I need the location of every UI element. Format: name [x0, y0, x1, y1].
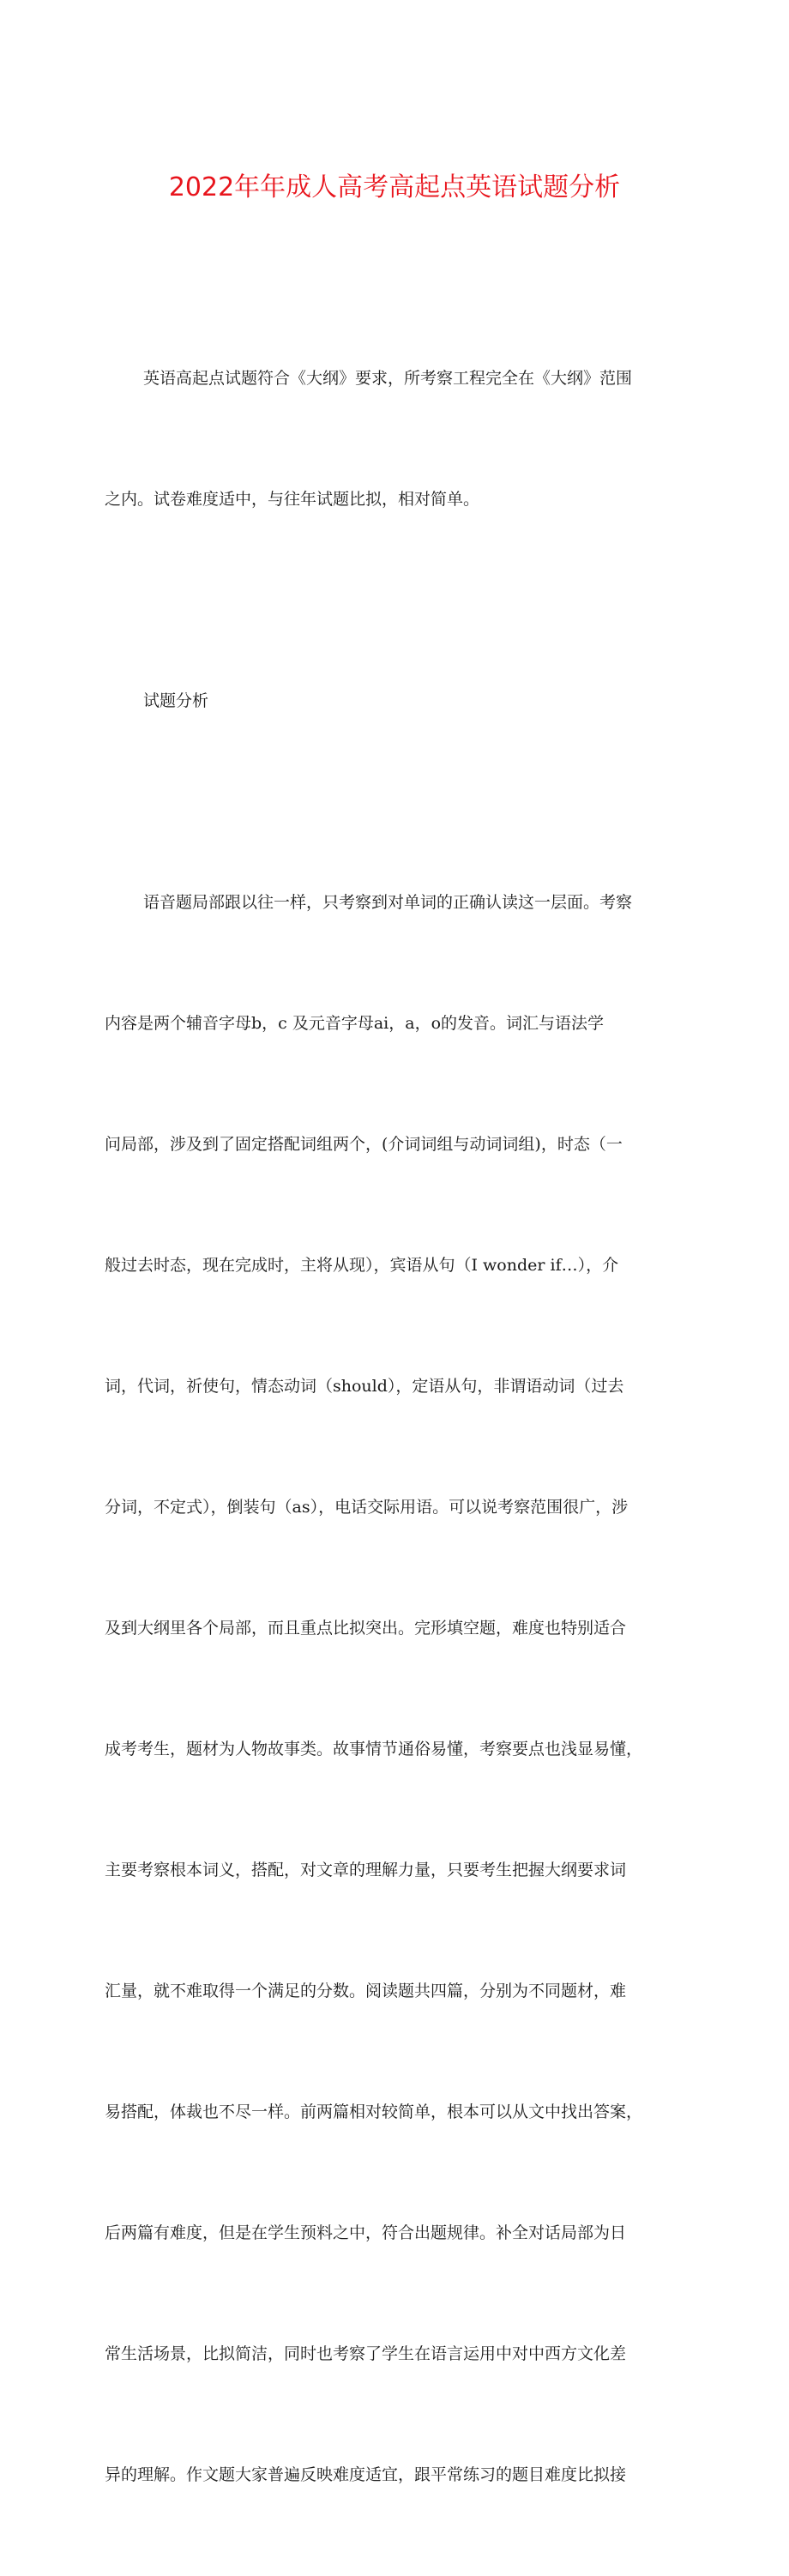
- text-line: 易搭配，体裁也不尽一样。前两篇相对较简单，根本可以从文中找出答案，: [105, 2102, 643, 2121]
- text-line: 语音题局部跟以往一样，只考察到对单词的正确认读这一层面。考察: [143, 893, 633, 912]
- text-line: 英语高起点试题符合《大纲》要求，所考察工程完全在《大纲》范围: [143, 369, 633, 388]
- text-line: 般过去时态，现在完成时，主将从现），宾语从句（I wonder if…），介: [105, 1256, 619, 1275]
- paragraph-analysis: [105, 802, 693, 2576]
- text-line: 成考考生，题材为人物故事类。故事情节通俗易懂，考察要点也浅显易懂，: [105, 1740, 643, 1759]
- text-line: 词，代词，祈使句，情态动词（should），定语从句，非谓语动词（过去: [105, 1377, 624, 1396]
- section-heading: 试题分析: [143, 691, 209, 710]
- paragraph-heading: [105, 600, 693, 802]
- text-line: 异的理解。作文题大家普遍反映难度适宜，跟平常练习的题目难度比拟接: [105, 2465, 627, 2484]
- document-body: [105, 278, 693, 2576]
- text-line: 主要考察根本词义，搭配，对文章的理解力量，只要考生把握大纲要求词: [105, 1861, 627, 1879]
- text-line: 汇量，就不难取得一个满足的分数。阅读题共四篇，分别为不同题材，难: [105, 1982, 627, 2000]
- text-line: 之内。试卷难度适中，与往年试题比拟，相对简单。: [105, 490, 480, 509]
- text-line: 分词，不定式），倒装句（as），电话交际用语。可以说考察范围很广，涉: [105, 1498, 629, 1517]
- text-line: 及到大纲里各个局部，而且重点比拟突出。完形填空题，难度也特别适合: [105, 1619, 627, 1638]
- text-line: 后两篇有难度，但是在学生预料之中，符合出题规律。补全对话局部为日: [105, 2223, 627, 2242]
- document-title: 2022年年成人高考高起点英语试题分析: [168, 172, 621, 202]
- text-line: 常生活场景，比拟简洁，同时也考察了学生在语言运用中对中西方文化差: [105, 2344, 627, 2363]
- text-line: 内容是两个辅音字母b，c 及元音字母ai，a，o的发音。词汇与语法学: [105, 1014, 605, 1033]
- paragraph-intro: [105, 278, 693, 600]
- text-line: 问局部，涉及到了固定搭配词组两个，(介词词组与动词词组)，时态（一: [105, 1135, 623, 1154]
